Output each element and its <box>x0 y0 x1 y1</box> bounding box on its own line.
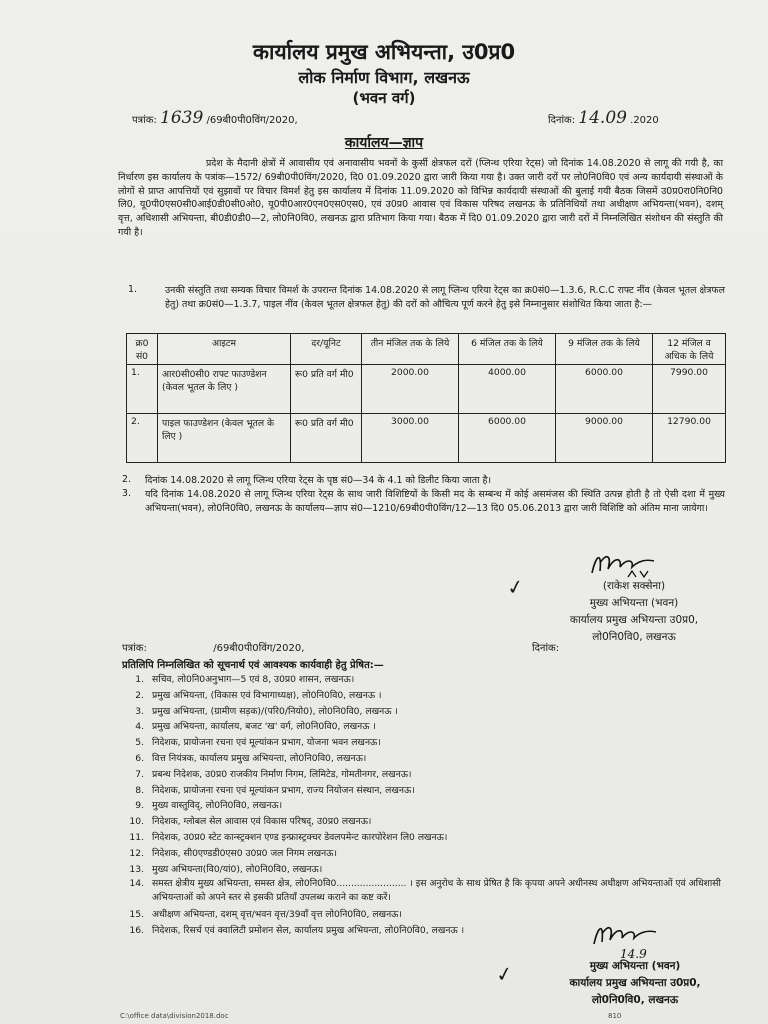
table-header-cell: आइटम <box>158 334 291 365</box>
list-item: 16. निदेशक, रिसर्च एवं क्वालिटी प्रमोशन सेल, कार्यालय प्रमुख अभियन्ता, लो0नि0वि0, लखनऊ । <box>129 925 465 937</box>
office-heading: कार्यालय प्रमुख अभियन्ता, उ0प्र0 <box>252 40 516 64</box>
division-heading: (भवन वर्ग) <box>352 89 416 107</box>
initial-mark-icon: ✓ <box>494 960 515 988</box>
reference-line-2 <box>122 640 304 654</box>
table-row <box>127 365 726 414</box>
table-cell: 9000.00 <box>556 414 653 463</box>
reference-suffix: /69बी0पी0विंग/2020, <box>206 115 298 126</box>
signatory-name: (राकेश सक्सेना) <box>602 580 666 592</box>
table-cell: 6000.00 <box>459 414 556 463</box>
table-cell: रू0 प्रति वर्ग मी0 <box>291 365 362 414</box>
item-text: यदि दिनांक 14.08.2020 से लागू प्लिन्थ एरिया रेट्स के साथ जारी विशिष्टियों के किसी मद के सम्बन्ध में कोई असमंजस की स्थिति उत्पन्न होती है तो ऐसी दशा में मुख्य अभियन्ता(भवन), लो0नि0वि0, लखनऊ के कार्यालय—ज्ञाप सं0—1210/69बी0पी0विंग/12—13 दि0 05.06.2013 द्वारा जारी विशिष्टि को अंतिम माना जायेगा। <box>145 489 725 514</box>
table-cell: 7990.00 <box>653 365 726 414</box>
signatory-office: कार्यालय प्रमुख अभियन्ता उ0प्र0, <box>569 614 699 626</box>
list-item: 9. मुख्य वास्तुविद्, लो0नि0वि0, लखनऊ। <box>135 800 283 812</box>
signatory-place: लो0नि0वि0, लखनऊ <box>591 994 679 1006</box>
list-item: 1. सचिव, लो0नि0अनुभाग—5 एवं 8, उ0प्र0 शासन, लखनऊ। <box>135 674 355 685</box>
table-header-cell: क्र0 सं0 <box>127 334 158 365</box>
memo-title: कार्यालय—ज्ञाप <box>344 135 424 151</box>
table-header-cell: 9 मंजिल तक के लिये <box>556 334 653 365</box>
list-item: 14. समस्त क्षेत्रीय मुख्य अभियन्ता, समस्त क्षेत्र, लो0नि0वि0........................ । इस अनुरोध के साथ प्रेषित है कि कृपया अपने अधीनस्थ अधीक्षण अभियन्ताओं एवं अधिशासी अभियन्ताओं को अपने स्तर से इसकी प्रतियाँ उपलब्ध कराने का कष्ट करें। <box>129 878 721 904</box>
date-label-2: दिनांक: <box>532 643 560 654</box>
table-cell: आर0सी0सी0 राफ्ट फाउण्डेशन (केवल भूतल के लिए ) <box>158 365 291 414</box>
reference-label: पत्रांक: <box>132 115 157 126</box>
item-number: 3. <box>122 488 131 499</box>
department-heading: लोक निर्माण विभाग, लखनऊ <box>298 68 470 87</box>
item-text: उनकी संस्तुति तथा सम्यक विचार विमर्श के उपरान्त दिनांक 14.08.2020 से लागू प्लिन्थ एरिया रेट्स का क्र0सं0—1.3.6, R.C.C राफ्ट नींव (केवल भूतल क्षेत्रफल हेतु) तथा क्र0सं0—1.3.7, पाइल नींव (केवल भूतल क्षेत्रफल हेतु) की दरों को औचित्य पूर्ण करने हेतु इसे निम्नानुसार संशोधित किया जाता है:— <box>165 285 725 310</box>
signatory-designation: मुख्य अभियन्ता (भवन) <box>589 597 679 609</box>
list-item: 2. प्रमुख अभियन्ता, (विकास एवं विभागाध्यक्ष), लो0नि0वि0, लखनऊ । <box>135 689 382 701</box>
date-year: .2020 <box>630 115 659 126</box>
signatory-designation: मुख्य अभियन्ता (भवन) <box>589 960 681 972</box>
signature-image <box>590 918 660 962</box>
table-header-cell: 12 मंजिल व अधिक के लिये <box>653 334 726 365</box>
table-cell: 4000.00 <box>459 365 556 414</box>
date-line <box>548 108 659 128</box>
item-text: दिनांक 14.08.2020 से लागू प्लिन्थ एरिया रेट्स के पृष्ठ सं0—34 के 4.1 को डिलीट किया जाता है। <box>145 475 492 486</box>
table-cell: 2000.00 <box>362 365 459 414</box>
rates-table <box>126 333 726 463</box>
reference-line <box>132 108 298 128</box>
reference-label: पत्रांक: <box>122 643 147 654</box>
table-cell: 3000.00 <box>362 414 459 463</box>
table-row <box>127 414 726 463</box>
list-item: 13. मुख्य अभियन्ता(वि0/यां0), लो0नि0वि0, लखनऊ। <box>129 863 323 875</box>
list-item: 12. निदेशक, सी0एण्डडी0एस0 उ0प्र0 जल निगम लखनऊ। <box>129 847 337 859</box>
page-number-footer: 810 <box>608 1012 622 1020</box>
file-path-footer: C:\office data\division2018.doc <box>120 1012 229 1020</box>
table-cell: रू0 प्रति वर्ग मी0 <box>291 414 362 463</box>
signature-block-2 <box>520 958 750 1009</box>
list-item: 4. प्रमुख अभियन्ता, कार्यालय, बजट 'ख' वर्ग, लो0नि0वि0, लखनऊ । <box>135 721 376 733</box>
date-handwritten: 14.09 <box>578 108 627 128</box>
date-label: दिनांक: <box>548 115 576 126</box>
list-item: 11. निदेशक, उ0प्र0 स्टेट कान्स्ट्रक्शन एण्ड इन्फ्रास्ट्रक्चर डेवलपमेन्ट कारपोरेशन लि0 लखनऊ। <box>129 831 448 843</box>
table-cell: 12790.00 <box>653 414 726 463</box>
list-item: 5. निदेशक, प्रायोजना रचना एवं मूल्यांकन प्रभाग, योजना भवन लखनऊ। <box>135 737 381 749</box>
signatory-place: लो0नि0वि0, लखनऊ <box>592 631 676 643</box>
signature-date-handwritten: 14.9 <box>620 947 647 961</box>
table-header-cell: 6 मंजिल तक के लिये <box>459 334 556 365</box>
table-header-row <box>127 334 726 365</box>
list-item: 15. अधीक्षण अभियन्ता, दशम् वृत्त/भवन वृत्त/39वाँ वृत्त लो0नि0वि0, लखनऊ। <box>129 909 402 921</box>
table-header-cell: दर/यूनिट <box>291 334 362 365</box>
intro-paragraph: प्रदेश के मैदानी क्षेत्रों में आवासीय एवं अनावासीय भवनों के कुर्सी क्षेत्रफल दरों (प्लिन्थ एरिया रेट्स) जो दिनांक 14.08.2020 से लागू की गयी है, का निर्धारण इस कार्यालय के पत्रांक—1572/ 69बी0पी0विंग/2020, दि0 01.09.2020 द्वारा जारी किया गया है। उक्त जारी दरों पर लो0नि0वि0 एवं अन्य कार्यदायी संस्थाओं के लोगों से प्राप्त आपत्तियों एवं सुझावों पर विचार विमर्श हेतु इस कार्यालय में दिनांक 11.09.2020 को विभिन्न कार्यदायी संस्थाओं की बुलाई गयी बैठक जिसमें उ0प्र0रा0नि0नि0 लि0, यू0पी0एस0सी0आई0डी0सी0ओ0, यू0पी0आर0एन0एस0एस0, एवं उ0प्र0 आवास एवं विकास परिषद लखनऊ के प्रतिनिधियों तथा अधीक्षण अभियन्ता(भवन), दशम् वृत्त, अधिशासी अभियन्ता, बी0डी0डी0—2, लो0नि0वि0, लखनऊ द्वारा प्रतिभाग किया गया। बैठक में दि0 01.09.2020 द्वारा जारी दरों में निम्नलिखित संशोधन की संस्तुति की गयी है। <box>118 158 723 238</box>
list-item: 3. प्रमुख अभियन्ता, (ग्रामीण सड़क)/(परि0/नियो0), लो0नि0वि0, लखनऊ । <box>135 705 398 717</box>
reference-suffix: /69बी0पी0विंग/2020, <box>213 643 305 654</box>
table-header-cell: तीन मंजिल तक के लिये <box>362 334 459 365</box>
item-number: 1. <box>128 284 137 295</box>
list-item: 7. प्रबन्ध निदेशक, उ0प्र0 राजकीय निर्माण निगम, लिमिटेड, गोमतीनगर, लखनऊ। <box>135 768 412 780</box>
list-item: 10. निदेशक, ग्लोबल सेल आवास एवं विकास परिषद्, उ0प्र0 लखनऊ। <box>129 816 372 828</box>
copy-to-heading: प्रतिलिपि निम्नलिखित को सूचनार्थ एवं आवश्यक कार्यवाही हेतु प्रेषित:— <box>122 660 384 671</box>
table-cell: 2. <box>127 414 158 463</box>
reference-number-handwritten: 1639 <box>160 108 204 128</box>
initial-mark-icon: ✓ <box>505 573 526 601</box>
list-item: 8. निदेशक, प्रायोजना रचना एवं मूल्यांकन प्रभाग, राज्य नियोजन संस्थान, लखनऊ। <box>135 784 415 796</box>
table-cell: 1. <box>127 365 158 414</box>
copy-list <box>122 672 722 939</box>
table-cell: पाइल फाउण्डेशन (केवल भूतल के लिए ) <box>158 414 291 463</box>
signatory-office: कार्यालय प्रमुख अभियन्ता उ0प्र0, <box>569 977 701 989</box>
table-cell: 6000.00 <box>556 365 653 414</box>
signature-block <box>534 578 734 646</box>
item-number: 2. <box>122 474 131 485</box>
list-item: 6. वित्त नियंत्रक, कार्यालय प्रमुख अभियन्ता, लो0नि0वि0, लखनऊ। <box>135 752 367 764</box>
